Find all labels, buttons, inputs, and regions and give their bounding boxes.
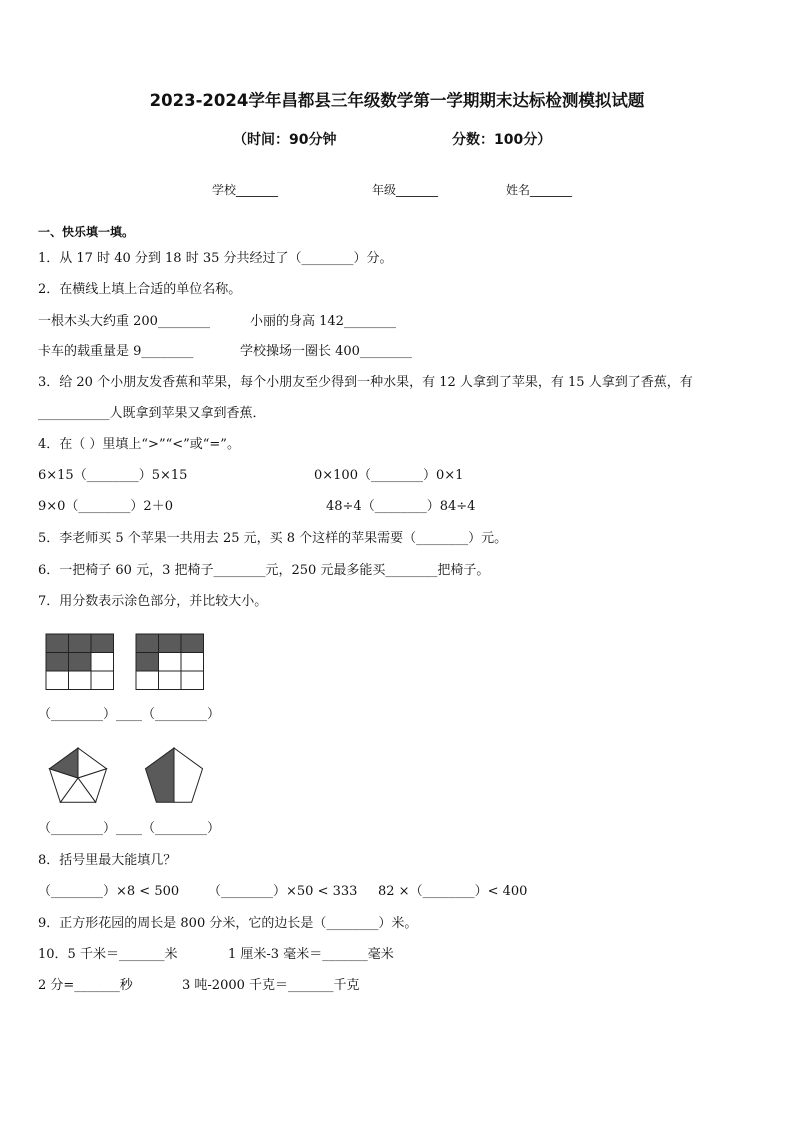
question-2-item-a: 一根木头大约重 200________ [38,314,210,329]
grid-cell [181,653,204,672]
school-field[interactable]: 学校_______ [212,183,279,197]
grid-cell-shaded [69,634,92,653]
grid-cell-shaded [69,653,92,672]
question-3-line-1: 3．给 20 个小朋友发香蕉和苹果，每个小朋友至少得到一种水果，有 12 人拿到了苹果，有 15 人拿到了香蕉，有 [38,375,693,390]
question-5: 5．李老师买 5 个苹果一共用去 25 元，买 8 个这样的苹果需要（________）元。 [38,531,508,546]
grid-cell-shaded [91,634,114,653]
question-8: 8．括号里最大能填几？ [38,853,177,868]
pentagon-half-shaded [145,748,174,802]
grid-cell [69,671,92,690]
grid-cell-shaded [46,634,69,653]
question-4: 4．在（ ）里填上“>”“<”或“=”。 [38,437,240,452]
grid-cell [91,671,114,690]
grade-field[interactable]: 年级_______ [372,183,439,197]
fraction-grid-right [135,633,205,691]
question-7-compare-1: （________）____（________） [38,707,221,722]
grid-cell [159,653,182,672]
grid-cell-shaded [46,653,69,672]
question-8-item-b: （________）×50 < 333 [208,884,358,899]
question-8-item-a: （________）×8 < 500 [38,884,180,899]
grid-cell-shaded [136,634,159,653]
grid-cell-shaded [181,634,204,653]
question-3-line-2: ___________人既拿到苹果又拿到香蕉． [38,406,266,421]
pentagon-half [174,748,203,802]
question-7: 7．用分数表示涂色部分，并比较大小。 [38,594,268,609]
question-1: 1．从 17 时 40 分到 18 时 35 分共经过了（________）分。 [38,251,393,266]
fraction-pentagon-left [45,746,111,806]
question-10-item-d: 3 吨-2000 千克＝_______千克 [182,978,360,993]
grid-cell-shaded [159,634,182,653]
question-8-item-c: 82 ×（________）< 400 [378,884,528,899]
question-10-item-a: 10．5 千米＝_______米 [38,947,178,962]
name-field[interactable]: 姓名_______ [506,183,573,197]
fraction-grid-left [45,633,115,691]
question-10-item-b: 1 厘米-3 毫米＝_______毫米 [228,947,394,962]
question-4-item-b: 0×100（________）0×1 [314,468,464,483]
section-heading: 一、快乐填一填。 [38,225,135,239]
grid-cell-shaded [136,653,159,672]
exam-time: （时间：90分钟 [233,132,337,148]
exam-score: 分数：100分） [452,132,552,148]
grid-cell [91,653,114,672]
fraction-pentagon-right [141,746,207,806]
question-10-item-c: 2 分=_______秒 [38,978,133,993]
question-2: 2．在横线上填上合适的单位名称。 [38,282,242,297]
question-4-item-a: 6×15（________）5×15 [38,468,188,483]
question-4-item-d: 48÷4（________）84÷4 [326,499,476,514]
question-2-item-c: 卡车的载重量是 9________ [38,344,194,359]
question-7-compare-2: （________）____（________） [38,821,221,836]
grid-cell [159,671,182,690]
page-title: 2023-2024学年昌都县三年级数学第一学期期末达标检测模拟试题 [149,91,645,110]
grid-cell [136,671,159,690]
grid-cell [46,671,69,690]
question-2-item-b: 小丽的身高 142________ [250,314,396,329]
question-2-item-d: 学校操场一圈长 400________ [240,344,412,359]
question-9: 9．正方形花园的周长是 800 分米，它的边长是（________）米。 [38,916,418,931]
question-6: 6．一把椅子 60 元，3 把椅子________元，250 元最多能买________把椅子。 [38,563,490,578]
question-4-item-c: 9×0（________）2＋0 [38,499,173,514]
grid-cell [181,671,204,690]
